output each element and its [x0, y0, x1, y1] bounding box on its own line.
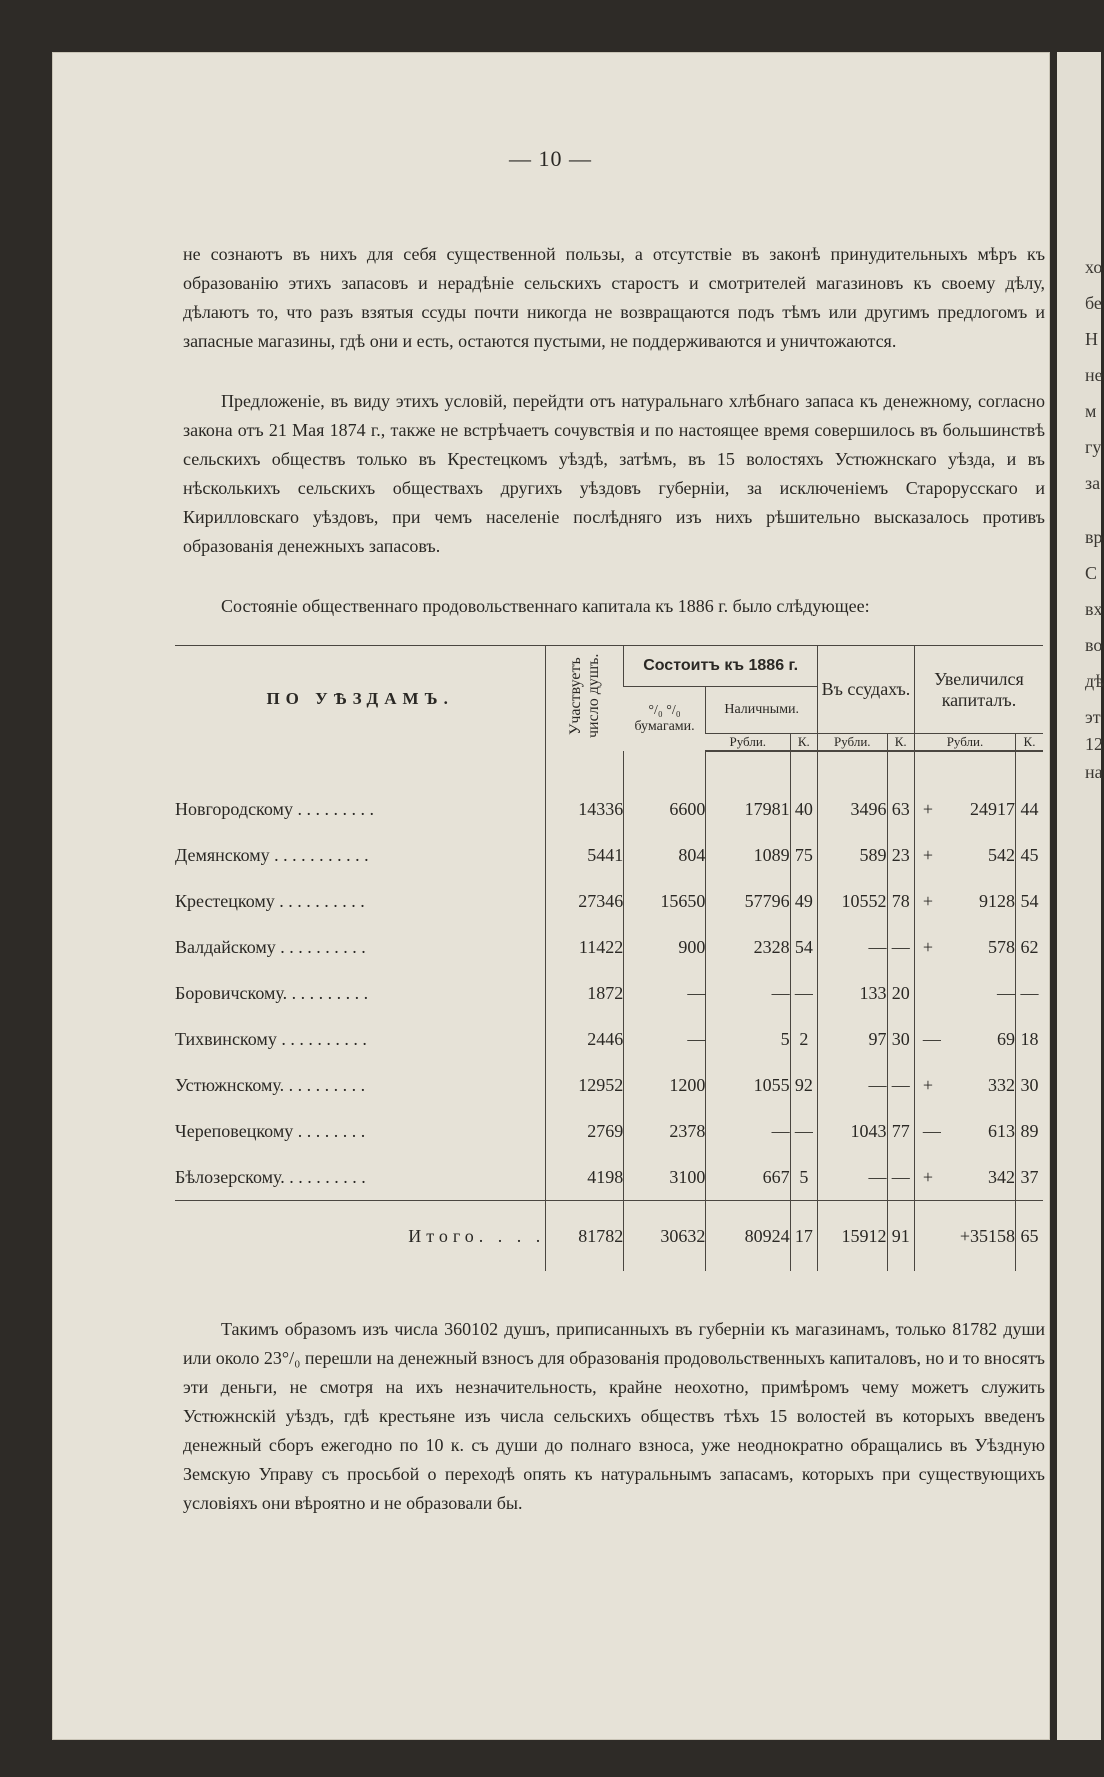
increase-sign: — [922, 1120, 941, 1141]
adjacent-page-fragment: Н [1085, 329, 1098, 349]
loan-rub-cell: 1043 [818, 1108, 888, 1154]
souls-cell: 2769 [546, 1108, 624, 1154]
cash-kop-cell: 2 [790, 1016, 817, 1062]
adjacent-page-fragment: м [1085, 401, 1097, 421]
loan-rub-cell: 3496 [818, 786, 888, 832]
table-intro-text: Состояніе общественнаго продовольственнаго капитала къ 1886 г. было слѣдующее: [221, 596, 870, 616]
paragraph-2-text: Предложеніе, въ виду этихъ условій, перейдти отъ натуральнаго хлѣбнаго запаса къ денежному, согласно закона отъ 21 Мая 1874 г., также не встрѣчаетъ сочувствія и по настоящее время совершилось въ большинствѣ сельскихъ обществъ только въ Крестецкомъ уѣздѣ, затѣмъ, въ 15 волостяхъ Устюжнскаго уѣзда, и въ нѣсколькихъ сельскихъ обществахъ другихъ уѣздовъ губерніи, за исключеніемъ Старорусскаго и Кирилловскаго уѣздовъ, при чемъ населеніе послѣдняго изъ нихъ рѣшительно высказалось противъ образованія денежныхъ запасовъ. [183, 391, 1045, 556]
adjacent-page-fragment: вр [1085, 527, 1103, 547]
increase-value: 69 [997, 1028, 1016, 1049]
district-name: Демянскому . . . . . . . . . . . [175, 844, 369, 865]
total-increase-kop: 65 [1016, 1201, 1043, 1272]
cash-kop-cell: — [790, 1108, 817, 1154]
header-district: ПО УѢЗДАМЪ. [175, 646, 546, 752]
increase-kop-cell: 89 [1016, 1108, 1043, 1154]
loan-rub-cell: — [818, 924, 888, 970]
souls-cell: 11422 [546, 924, 624, 970]
header-inc-kop: К. [1016, 734, 1043, 752]
total-cash-kop: 17 [790, 1201, 817, 1272]
increase-sign: + [922, 1074, 934, 1095]
increase-sign: + [922, 1166, 934, 1187]
cash-kop-cell: 54 [790, 924, 817, 970]
papers-cell: — [624, 1016, 706, 1062]
increase-kop-cell: — [1016, 970, 1043, 1016]
district-name: Крестецкому . . . . . . . . . . [175, 890, 365, 911]
cash-rub-cell: 2328 [706, 924, 790, 970]
header-loans: Въ ссудахъ. [818, 646, 915, 734]
district-name: Устюжнскому. . . . . . . . . . [175, 1074, 366, 1095]
increase-value: — [997, 982, 1016, 1003]
increase-value: 342 [988, 1166, 1016, 1187]
total-papers: 30632 [624, 1201, 706, 1272]
header-papers: °/₀ °/₀ бумагами. [624, 687, 706, 752]
loan-rub-cell: — [818, 1062, 888, 1108]
increase-value: 613 [988, 1120, 1016, 1141]
adjacent-page-fragment: эт [1085, 707, 1101, 727]
cash-kop-cell: 49 [790, 878, 817, 924]
papers-cell: 804 [624, 832, 706, 878]
total-loan-kop: 91 [887, 1201, 914, 1272]
adjacent-page-fragment: хо [1085, 257, 1103, 277]
loan-kop-cell: — [887, 1062, 914, 1108]
papers-cell: — [624, 970, 706, 1016]
table-intro [183, 592, 1045, 621]
papers-cell: 6600 [624, 786, 706, 832]
papers-cell: 900 [624, 924, 706, 970]
cash-kop-cell: 75 [790, 832, 817, 878]
increase-value: 24917 [970, 798, 1016, 819]
increase-rub-cell [914, 1154, 1015, 1201]
increase-kop-cell: 45 [1016, 832, 1043, 878]
adjacent-page-fragment: вх [1085, 599, 1103, 619]
cash-rub-cell: 17981 [706, 786, 790, 832]
loan-rub-cell: 97 [818, 1016, 888, 1062]
increase-rub-cell [914, 1016, 1015, 1062]
district-name: Тихвинскому . . . . . . . . . . [175, 1028, 367, 1049]
page-number: — 10 — [509, 146, 592, 171]
cash-kop-cell: — [790, 970, 817, 1016]
cash-rub-cell: 57796 [706, 878, 790, 924]
increase-rub-cell [914, 970, 1015, 1016]
loan-kop-cell: — [887, 1154, 914, 1201]
increase-kop-cell: 54 [1016, 878, 1043, 924]
cash-kop-cell: 5 [790, 1154, 817, 1201]
district-name: Боровичскому. . . . . . . . . . [175, 982, 369, 1003]
papers-cell: 1200 [624, 1062, 706, 1108]
loan-kop-cell: 30 [887, 1016, 914, 1062]
loan-rub-cell: 589 [818, 832, 888, 878]
table-row [175, 786, 1043, 832]
adjacent-page-fragment: дѣ [1085, 671, 1104, 691]
increase-sign: + [922, 890, 934, 911]
loan-rub-cell: 10552 [818, 878, 888, 924]
souls-cell: 1872 [546, 970, 624, 1016]
table-row [175, 1154, 1043, 1201]
increase-sign: — [922, 1028, 941, 1049]
increase-rub-cell [914, 832, 1015, 878]
cash-rub-cell: — [706, 1108, 790, 1154]
increase-kop-cell: 18 [1016, 1016, 1043, 1062]
header-loan-kop: К. [887, 734, 914, 752]
souls-cell: 12952 [546, 1062, 624, 1108]
header-cash-rub: Рубли. [706, 734, 790, 752]
cash-rub-cell: — [706, 970, 790, 1016]
increase-rub-cell [914, 786, 1015, 832]
adjacent-page-fragment: С [1085, 563, 1098, 583]
papers-cell: 3100 [624, 1154, 706, 1201]
increase-value: 542 [988, 844, 1016, 865]
total-souls: 81782 [546, 1201, 624, 1272]
increase-kop-cell: 44 [1016, 786, 1043, 832]
increase-rub-cell [914, 878, 1015, 924]
papers-cell: 2378 [624, 1108, 706, 1154]
total-cash-rub: 80924 [706, 1201, 790, 1272]
adjacent-page-fragment: гу [1085, 437, 1102, 457]
paragraph-1-text: не сознаютъ въ нихъ для себя существенной пользы, а отсутствіе въ законѣ принудительныхъ мѣръ къ образованію этихъ запасовъ и нерадѣніе сельскихъ старостъ и смотрителей магазиновъ къ своему дѣлу, дѣлаютъ то, что разъ взятыя ссуды почти никогда не возвращаются подъ тѣмъ или другимъ предлогомъ и запасные магазины, гдѣ они и есть, остаются пустыми, не поддерживаются и уничтожаются. [183, 244, 1045, 351]
paragraph-1 [183, 240, 1045, 356]
table-row [175, 1108, 1043, 1154]
adjacent-page-edge [1057, 52, 1104, 1740]
souls-cell: 5441 [546, 832, 624, 878]
district-name: Бѣлозерскому. . . . . . . . . . [175, 1166, 366, 1187]
loan-kop-cell: — [887, 924, 914, 970]
adjacent-page-fragment: за [1085, 473, 1101, 493]
header-increase: Увеличился капиталъ. [914, 646, 1043, 734]
increase-kop-cell: 62 [1016, 924, 1043, 970]
increase-rub-cell [914, 1062, 1015, 1108]
header-cash-kop: К. [790, 734, 817, 752]
cash-rub-cell: 667 [706, 1154, 790, 1201]
souls-cell: 27346 [546, 878, 624, 924]
district-name: Новгородскому . . . . . . . . . [175, 798, 374, 819]
district-name: Череповецкому . . . . . . . . [175, 1120, 366, 1141]
increase-sign: + [922, 936, 934, 957]
adjacent-page-fragment: бе [1085, 293, 1102, 313]
district-name: Валдайскому . . . . . . . . . . [175, 936, 366, 957]
loan-kop-cell: 63 [887, 786, 914, 832]
increase-rub-cell [914, 1108, 1015, 1154]
loan-rub-cell: 133 [818, 970, 888, 1016]
souls-cell: 4198 [546, 1154, 624, 1201]
cash-kop-cell: 92 [790, 1062, 817, 1108]
cash-rub-cell: 1055 [706, 1062, 790, 1108]
loan-kop-cell: 20 [887, 970, 914, 1016]
paragraph-4 [183, 1315, 1045, 1518]
statistics-table [175, 645, 1043, 1271]
table-row [175, 832, 1043, 878]
total-loan-rub: 15912 [818, 1201, 888, 1272]
increase-value: 332 [988, 1074, 1016, 1095]
adjacent-page-fragment: 12 [1085, 734, 1103, 754]
increase-kop-cell: 37 [1016, 1154, 1043, 1201]
table-row [175, 970, 1043, 1016]
loan-kop-cell: 77 [887, 1108, 914, 1154]
souls-cell: 14336 [546, 786, 624, 832]
increase-sign: + [922, 798, 934, 819]
cash-kop-cell: 40 [790, 786, 817, 832]
adjacent-page-fragment: во [1085, 635, 1103, 655]
table-row [175, 924, 1043, 970]
paragraph-4-text: Такимъ образомъ изъ числа 360102 душъ, приписанныхъ въ губерніи къ магазинамъ, только 81782 души или около 23°/₀ перешли на денежный взносъ для образованія продовольственныхъ капиталовъ, но и то вносятъ эти деньги, не смотря на ихъ незначительность, крайне неохотно, примѣромъ чему можетъ служить Устюжнскій уѣздъ, гдѣ крестьяне изъ числа сельскихъ обществъ тѣхъ 15 волостей въ которыхъ введенъ денежный сборъ ежегодно по 10 к. съ души до полнаго взноса, уже неоднократно обращались въ Уѣздную Земскую Управу съ просьбой о переходѣ опять къ натуральнымъ запасамъ, которыхъ при существующихъ условіяхъ они вѣроятно и не образовали бы. [183, 1319, 1045, 1513]
increase-kop-cell: 30 [1016, 1062, 1043, 1108]
increase-sign: + [922, 844, 934, 865]
paragraph-2 [183, 387, 1045, 561]
header-consists: Состоитъ къ 1886 г. [624, 646, 818, 687]
adjacent-page-fragment: не [1085, 365, 1103, 385]
loan-kop-cell: 23 [887, 832, 914, 878]
table-row [175, 1062, 1043, 1108]
total-increase-rub: +35158 [914, 1201, 1015, 1272]
cash-rub-cell: 1089 [706, 832, 790, 878]
papers-cell: 15650 [624, 878, 706, 924]
header-inc-rub: Рубли. [914, 734, 1015, 752]
total-label: Итого. . . . [175, 1201, 546, 1272]
header-cash: Наличными. [706, 687, 818, 734]
increase-value: 9128 [979, 890, 1016, 911]
cash-rub-cell: 5 [706, 1016, 790, 1062]
souls-cell: 2446 [546, 1016, 624, 1062]
table-row [175, 878, 1043, 924]
total-row [175, 1201, 1043, 1272]
adjacent-page-fragment: на [1085, 762, 1103, 782]
increase-value: 578 [988, 936, 1016, 957]
table-row [175, 1016, 1043, 1062]
header-loan-rub: Рубли. [818, 734, 888, 752]
increase-rub-cell [914, 924, 1015, 970]
loan-rub-cell: — [818, 1154, 888, 1201]
loan-kop-cell: 78 [887, 878, 914, 924]
header-souls: Участвуетъ число душъ. [546, 646, 624, 752]
